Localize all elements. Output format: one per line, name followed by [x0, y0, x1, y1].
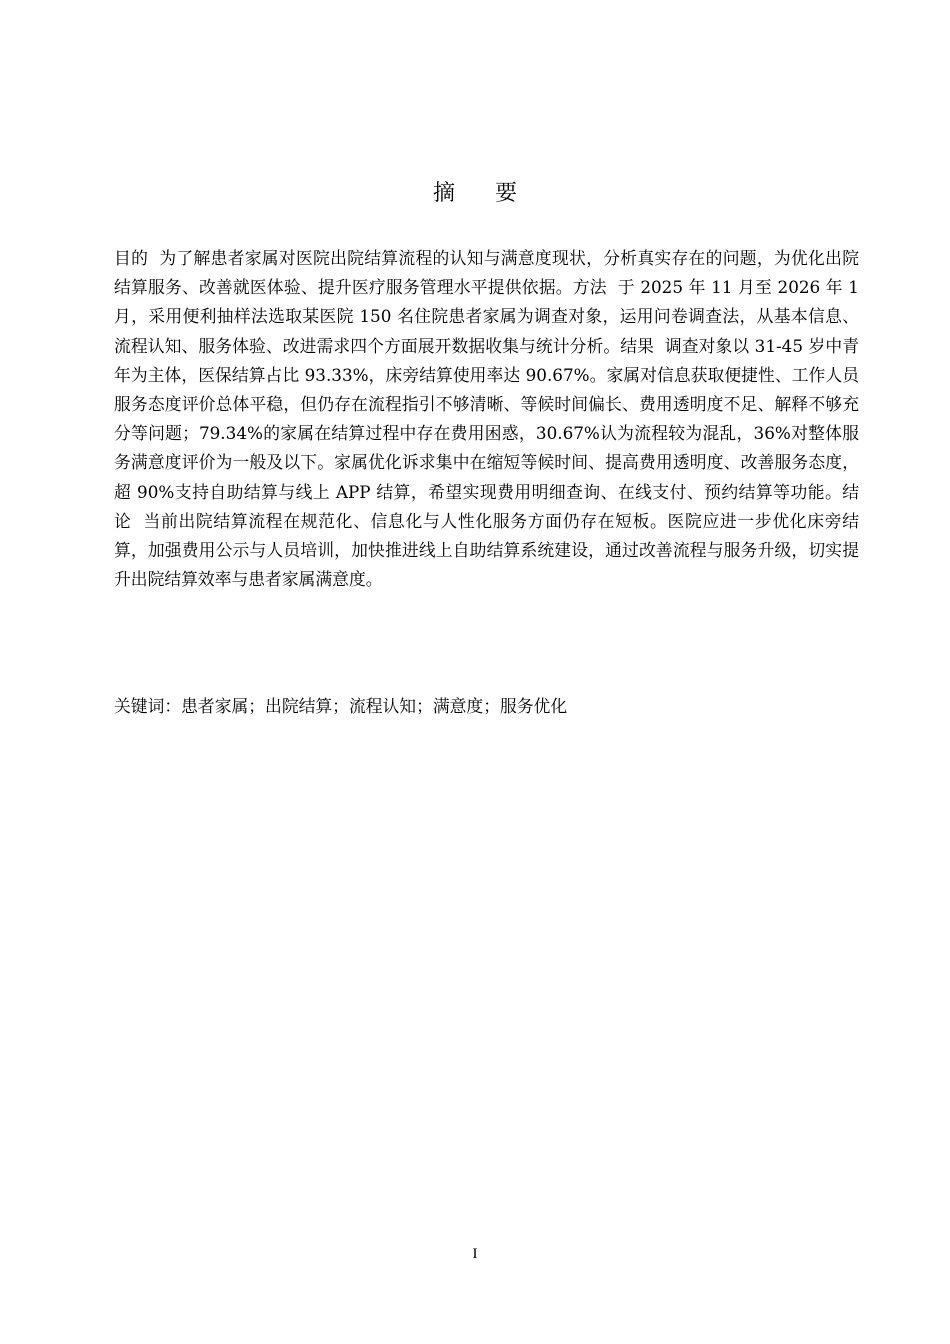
abstract-title-char-2: 要 [495, 181, 518, 206]
page-number: I [472, 1246, 478, 1262]
keywords-text: 患者家属；出院结算；流程认知；满意度；服务优化 [181, 696, 568, 716]
abstract-title [0, 178, 950, 210]
result-text: 调查对象以 31-45 岁中青年为主体，医保结算占比 93.33%，床旁结算使用率达 90.67%。家属对信息获取便捷性、工作人员服务态度评价总体平稳，但仍存在流程指引不够清晰、等候时间偏长、费用透明度不足、解释不够充分等问题；79.34%的家属在结算过程中存在费用困惑，30.67%认为流程较为混乱，36%对整体服务满意度评价为一般及以下。家属优化诉求集中在缩短等候时间、提高费用透明度、改善服务态度，超 90%支持自助结算与线上 APP 结算，希望实现费用明细查询、在线支付、预约结算等功能。 [114, 335, 859, 502]
method-text: 于 2025 年 11 月至 2026 年 1 月，采用便利抽样法选取某医院 150 名住院患者家属为调查对象，运用问卷调查法，从基本信息、流程认知、服务体验、改进需求四个方面展开数据收集与统计分析。 [114, 277, 859, 356]
keywords-line [114, 692, 859, 721]
purpose-label: 目的 [114, 248, 149, 268]
result-label: 结果 [620, 335, 654, 356]
purpose-text: 为了解患者家属对医院出院结算流程的认知与满意度现状，分析真实存在的问题，为优化出院结算服务、改善就医体验、提升医疗服务管理水平提供依据。 [114, 248, 859, 298]
conclusion-label: 结论 [114, 481, 859, 531]
abstract-title-char-1: 摘 [432, 181, 455, 206]
conclusion-text: 当前出院结算流程在规范化、信息化与人性化服务方面仍存在短板。医院应进一步优化床旁结算，加强费用公示与人员培训，加快推进线上自助结算系统建设，通过改善流程与服务升级，切实提升出院结算效率与患者家属满意度。 [114, 510, 859, 590]
keywords-label: 关键词： [114, 696, 182, 716]
abstract-body [114, 244, 859, 594]
method-label: 方法 [572, 277, 607, 298]
